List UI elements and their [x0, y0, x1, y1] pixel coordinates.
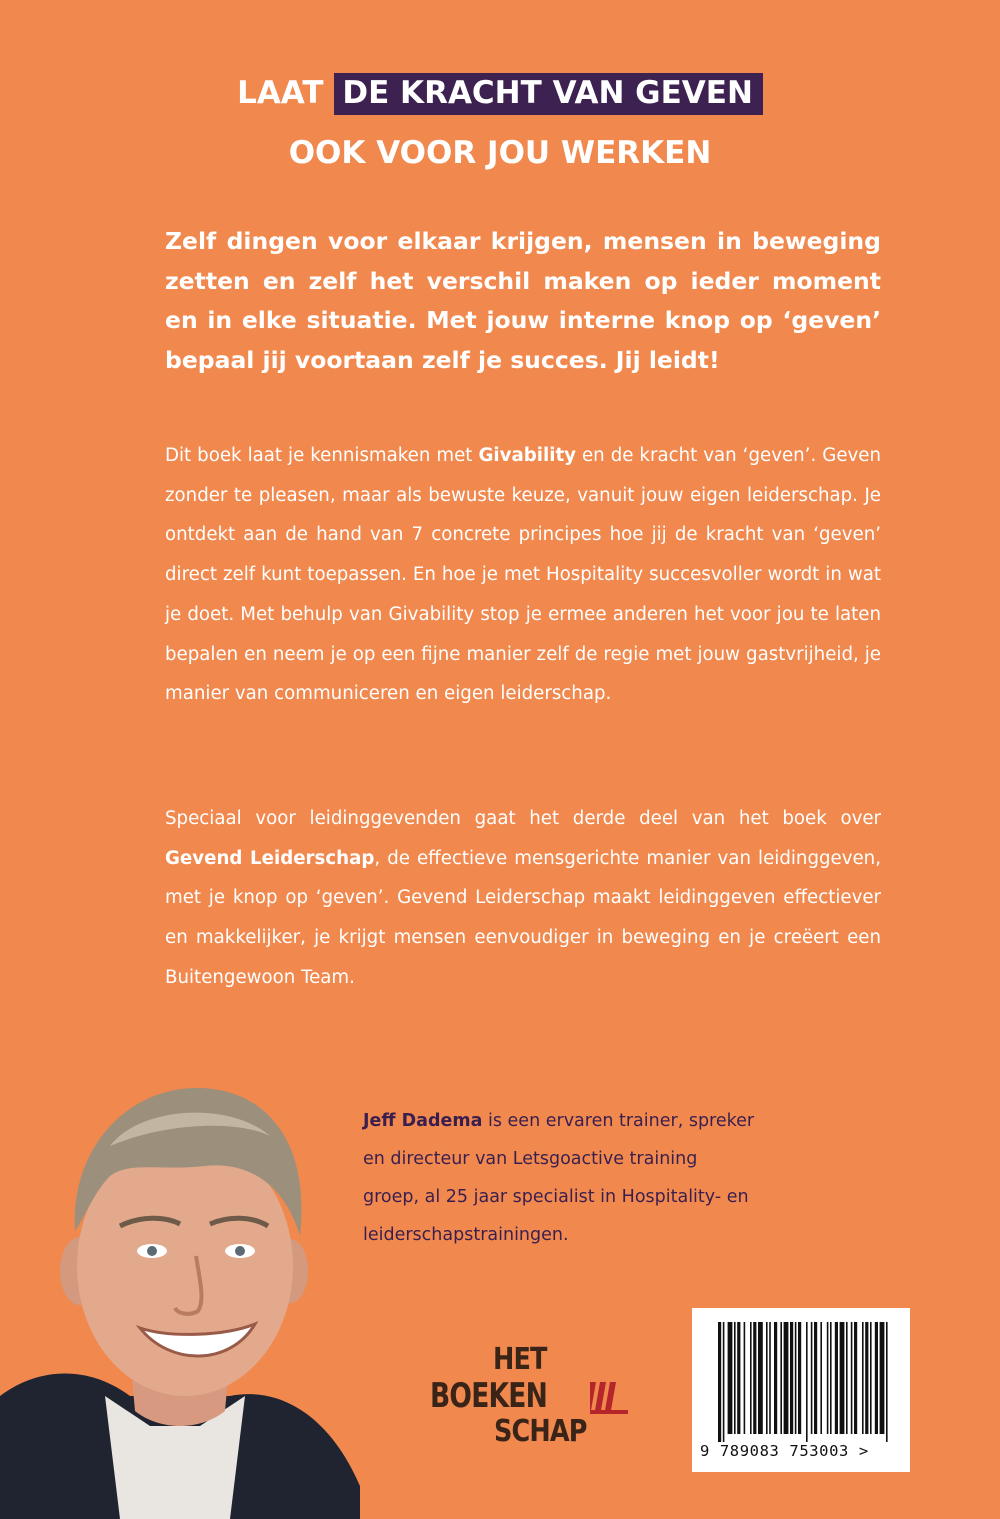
barcode-bar — [734, 1322, 736, 1434]
barcode-bar — [798, 1322, 801, 1434]
barcode-bar — [827, 1322, 829, 1434]
bio-line-2: en directeur van Letsgoactive training — [363, 1149, 698, 1169]
barcode-bar — [718, 1322, 721, 1442]
barcode-bar — [774, 1322, 777, 1434]
barcode-bar — [862, 1322, 864, 1434]
bio-line-4: leiderschapstrainingen. — [363, 1225, 569, 1245]
barcode-bar — [854, 1322, 857, 1434]
p1-text-after: en de kracht van ‘geven’. Geven zonder te pleasen, maar als bewuste keuze, vanuit jouw eigen leiderschap. Je ontdekt aan de hand van 7 concrete principes hoe jij de kracht van ‘geven’ direct zelf kunt toepassen. En hoe je met Hospitality succesvoller wordt in wat je doet. Met behulp van Givability stop je ermee anderen het voor jou te laten bepalen en neem je op een fijne manier zelf de regie met jouw gastvrijheid, je manier van communiceren en eigen leiderschap. — [165, 445, 881, 705]
barcode-bar — [769, 1322, 771, 1434]
headline-highlight: DE KRACHT VAN GEVEN — [334, 73, 763, 115]
barcode-bar — [784, 1322, 789, 1434]
barcode-bar — [753, 1322, 756, 1434]
logo-books-icon — [590, 1382, 630, 1414]
p1-text-before: Dit boek laat je kennismaken met — [165, 445, 479, 466]
barcode-bar — [737, 1322, 740, 1434]
barcode-bar — [835, 1322, 838, 1434]
publisher-logo — [430, 1342, 640, 1452]
barcode-bar — [846, 1322, 848, 1434]
logo-boeken: BOEKEN — [430, 1376, 548, 1416]
author-bio — [363, 1102, 803, 1254]
barcode-bar — [795, 1322, 797, 1434]
bio-line-1-text: is een ervaren trainer, spreker — [482, 1111, 755, 1131]
barcode-bar — [865, 1322, 868, 1434]
bio-line-1 — [363, 1102, 803, 1140]
body-paragraph-2 — [165, 799, 881, 998]
p2-text-after: , de effectieve mensgerichte manier van leidinggeven, met je knop op ‘geven’. Gevend Leiderschap maakt leidinggeven effectiever en makkelijker, je krijgt mensen eenvoudiger in beweging en je creëert een Buitengewoon Team. — [165, 847, 881, 988]
headline — [0, 66, 1000, 180]
barcode-bar — [811, 1322, 813, 1434]
body-paragraph-1 — [165, 436, 881, 714]
author-portrait — [0, 1066, 360, 1519]
barcode-bar — [790, 1322, 793, 1434]
headline-pre: LAAT — [237, 75, 324, 111]
barcode-bar — [766, 1322, 768, 1434]
author-name: Jeff Dadema — [363, 1111, 483, 1131]
logo-het: HET — [493, 1342, 547, 1377]
barcode-bar — [830, 1322, 832, 1434]
barcode-bar — [851, 1322, 853, 1434]
barcode-bar — [728, 1322, 733, 1434]
barcode-bar — [758, 1322, 763, 1434]
barcode-bar — [723, 1322, 725, 1442]
barcode-bar — [750, 1322, 752, 1434]
isbn-number: 9 789083 753003 > — [700, 1442, 869, 1460]
barcode-bar — [814, 1322, 817, 1434]
barcode-bar — [840, 1322, 845, 1434]
lead-paragraph: Zelf dingen voor elkaar krijgen, mensen in beweging zetten en zelf het verschil maken op ieder moment en in elke situatie. Met jouw interne knop op ‘geven’ bepaal jij voortaan zelf je succes. Jij leidt! — [165, 227, 881, 374]
barcode-bar — [886, 1322, 888, 1442]
barcode-bar — [880, 1322, 885, 1434]
barcode-bar — [806, 1322, 808, 1442]
isbn-barcode — [692, 1308, 910, 1472]
barcode-bar — [870, 1322, 872, 1434]
bio-line-3: groep, al 25 jaar specialist in Hospitality- en — [363, 1187, 749, 1207]
barcode-bar — [780, 1322, 782, 1434]
p2-text-before: Speciaal voor leidinggevenden gaat het derde deel van het boek over — [165, 808, 881, 829]
barcode-bar — [744, 1322, 746, 1434]
logo-schap: SCHAP — [494, 1414, 587, 1449]
p2-bold-term: Gevend Leiderschap — [165, 847, 375, 869]
barcode-bar — [875, 1322, 878, 1434]
barcode-bar — [820, 1322, 822, 1434]
p1-bold-term: Givability — [478, 445, 576, 466]
headline-line2: OOK VOOR JOU WERKEN — [288, 135, 712, 171]
